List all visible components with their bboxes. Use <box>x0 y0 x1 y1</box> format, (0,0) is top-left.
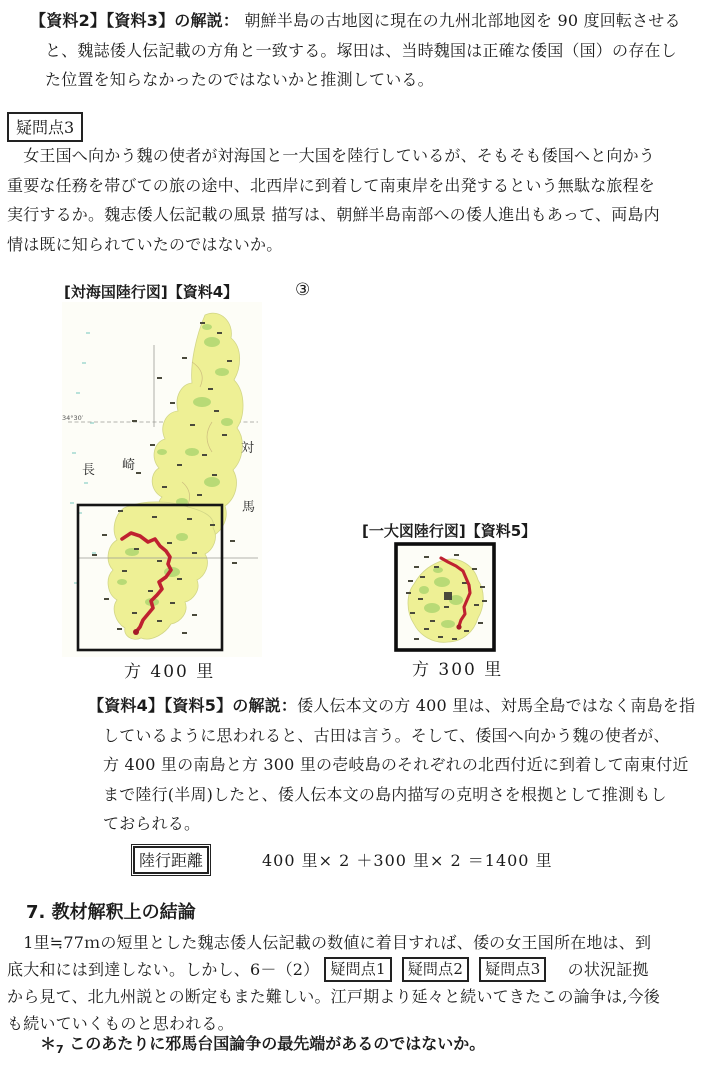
text-line <box>45 65 681 95</box>
text-run: しているように思われると、古田は言う。そして、倭国へ向かう魏の使者が、 <box>103 725 670 745</box>
section7-heading: 7. 教材解釈上の結論 <box>26 902 196 923</box>
text-line <box>7 983 660 1010</box>
boxed-keyword: 疑問点3 <box>479 957 546 982</box>
footnote-number: 7 <box>56 1043 64 1057</box>
footnote-star: ＊ <box>40 1034 57 1053</box>
text-run: 1里≒77ｍの短里とした魏志倭人伝記載の数値に着目すれば、倭の女王国所在地は、到 <box>7 933 652 952</box>
text-line <box>45 36 681 66</box>
text-run: から見て、北九州説との断定もまた難しい。江戸期より延々と続いてきたこの論争は,今後 <box>7 987 660 1006</box>
gimonten3-label-box <box>7 112 83 142</box>
route-end-dot <box>133 629 139 635</box>
text-run: 情は既に知られていたのではないか。 <box>7 234 283 254</box>
rikou-distance-label: 陸行距離 <box>133 846 209 874</box>
tsushima-map-image <box>62 302 262 657</box>
text-run: 倭人伝本文の方 400 里は、対馬全島ではなく南島を指 <box>297 696 696 715</box>
text-run: と、魏誌倭人伝記載の方角と一致する。塚田は、当時魏国は正確な倭国（国）の存在し <box>45 40 677 60</box>
central-dark-mark <box>444 592 452 600</box>
iki-map-image <box>394 542 498 654</box>
map1-title: [対海国陸行図]【資料4】 <box>64 283 239 301</box>
footnote-text: このあたりに邪馬台国論争の最先端があるのではないか。 <box>69 1034 486 1053</box>
text-run: も続いていくものと思われる。 <box>7 1014 234 1033</box>
route-end-dot-iki <box>456 624 461 629</box>
bold-run: 【資料4】【資料5】の解説： <box>88 696 298 715</box>
boxed-keyword: 疑問点2 <box>402 957 469 982</box>
paragraph-shiryo4-5-commentary <box>88 691 695 839</box>
text-line <box>7 171 660 201</box>
text-line <box>7 141 660 171</box>
latitude-label: 34°30′ <box>62 414 84 422</box>
map2-scale-caption: 方 300 里 <box>412 660 504 680</box>
text-run: 底大和には到達しない。しかし、6－（2） <box>7 960 320 979</box>
text-line <box>30 6 681 36</box>
circled-3-marker: ③ <box>295 280 311 300</box>
text-run: 女王国へ向かう魏の使者が対海国と一大国を陸行しているが、そもそも倭国へと向かう <box>7 146 656 165</box>
text-line <box>103 809 695 839</box>
tsushima-label-tsu: 対 <box>241 441 255 456</box>
bold-run: 【資料2】【資料3】の解説： <box>30 11 240 30</box>
text-run: 重要な任務を帯びての旅の途中、北西岸に到着して南東岸を出発するという無駄な旅程を <box>7 175 656 195</box>
boxed-keyword: 疑問点1 <box>324 957 391 982</box>
text-line <box>7 956 660 983</box>
text-line <box>7 929 660 956</box>
text-run: 朝鮮半島の古地図に現在の九州北部地図を 90 度回転させる <box>239 11 681 30</box>
text-line <box>88 691 695 721</box>
nagasaki-label-2: 崎 <box>122 458 136 473</box>
paragraph-shiryo2-3-commentary <box>30 6 681 95</box>
text-run: 方 400 里の南島と方 300 里の壱岐島のそれぞれの北西付近に到着して南東付近 <box>103 755 689 774</box>
gimonten3-label: 疑問点3 <box>7 112 83 142</box>
text-run: ておられる。 <box>103 814 201 833</box>
footnote-7 <box>40 1031 485 1056</box>
text-line <box>7 230 660 260</box>
text-line <box>103 750 695 780</box>
text-line <box>103 780 695 810</box>
paragraph-gimonten3-body <box>7 141 660 259</box>
tsushima-label-ma: 馬 <box>242 500 256 515</box>
text-line <box>103 721 695 751</box>
text-run: 実行するか。魏志倭人伝記載の風景 描写は、朝鮮半島南部への倭人進出もあって、両島内 <box>7 205 660 224</box>
map2-title: [一大図陸行図]【資料5】 <box>362 522 537 540</box>
text-run: まで陸行(半周)したと、倭人伝本文の島内描写の克明さを根拠として推測もし <box>103 784 667 804</box>
text-run: の状況証拠 <box>551 960 649 979</box>
map1-scale-caption: 方 400 里 <box>124 662 216 682</box>
paragraph-conclusion <box>7 929 660 1037</box>
text-run: た位置を知らなかったのではないかと推測している。 <box>45 70 434 89</box>
rikou-distance-label-box <box>133 846 209 874</box>
rikou-distance-equation: 400 里× 2 ＋300 里× 2 ＝1400 里 <box>262 851 553 870</box>
nagasaki-label-1: 長 <box>82 463 96 478</box>
text-line <box>7 200 660 230</box>
